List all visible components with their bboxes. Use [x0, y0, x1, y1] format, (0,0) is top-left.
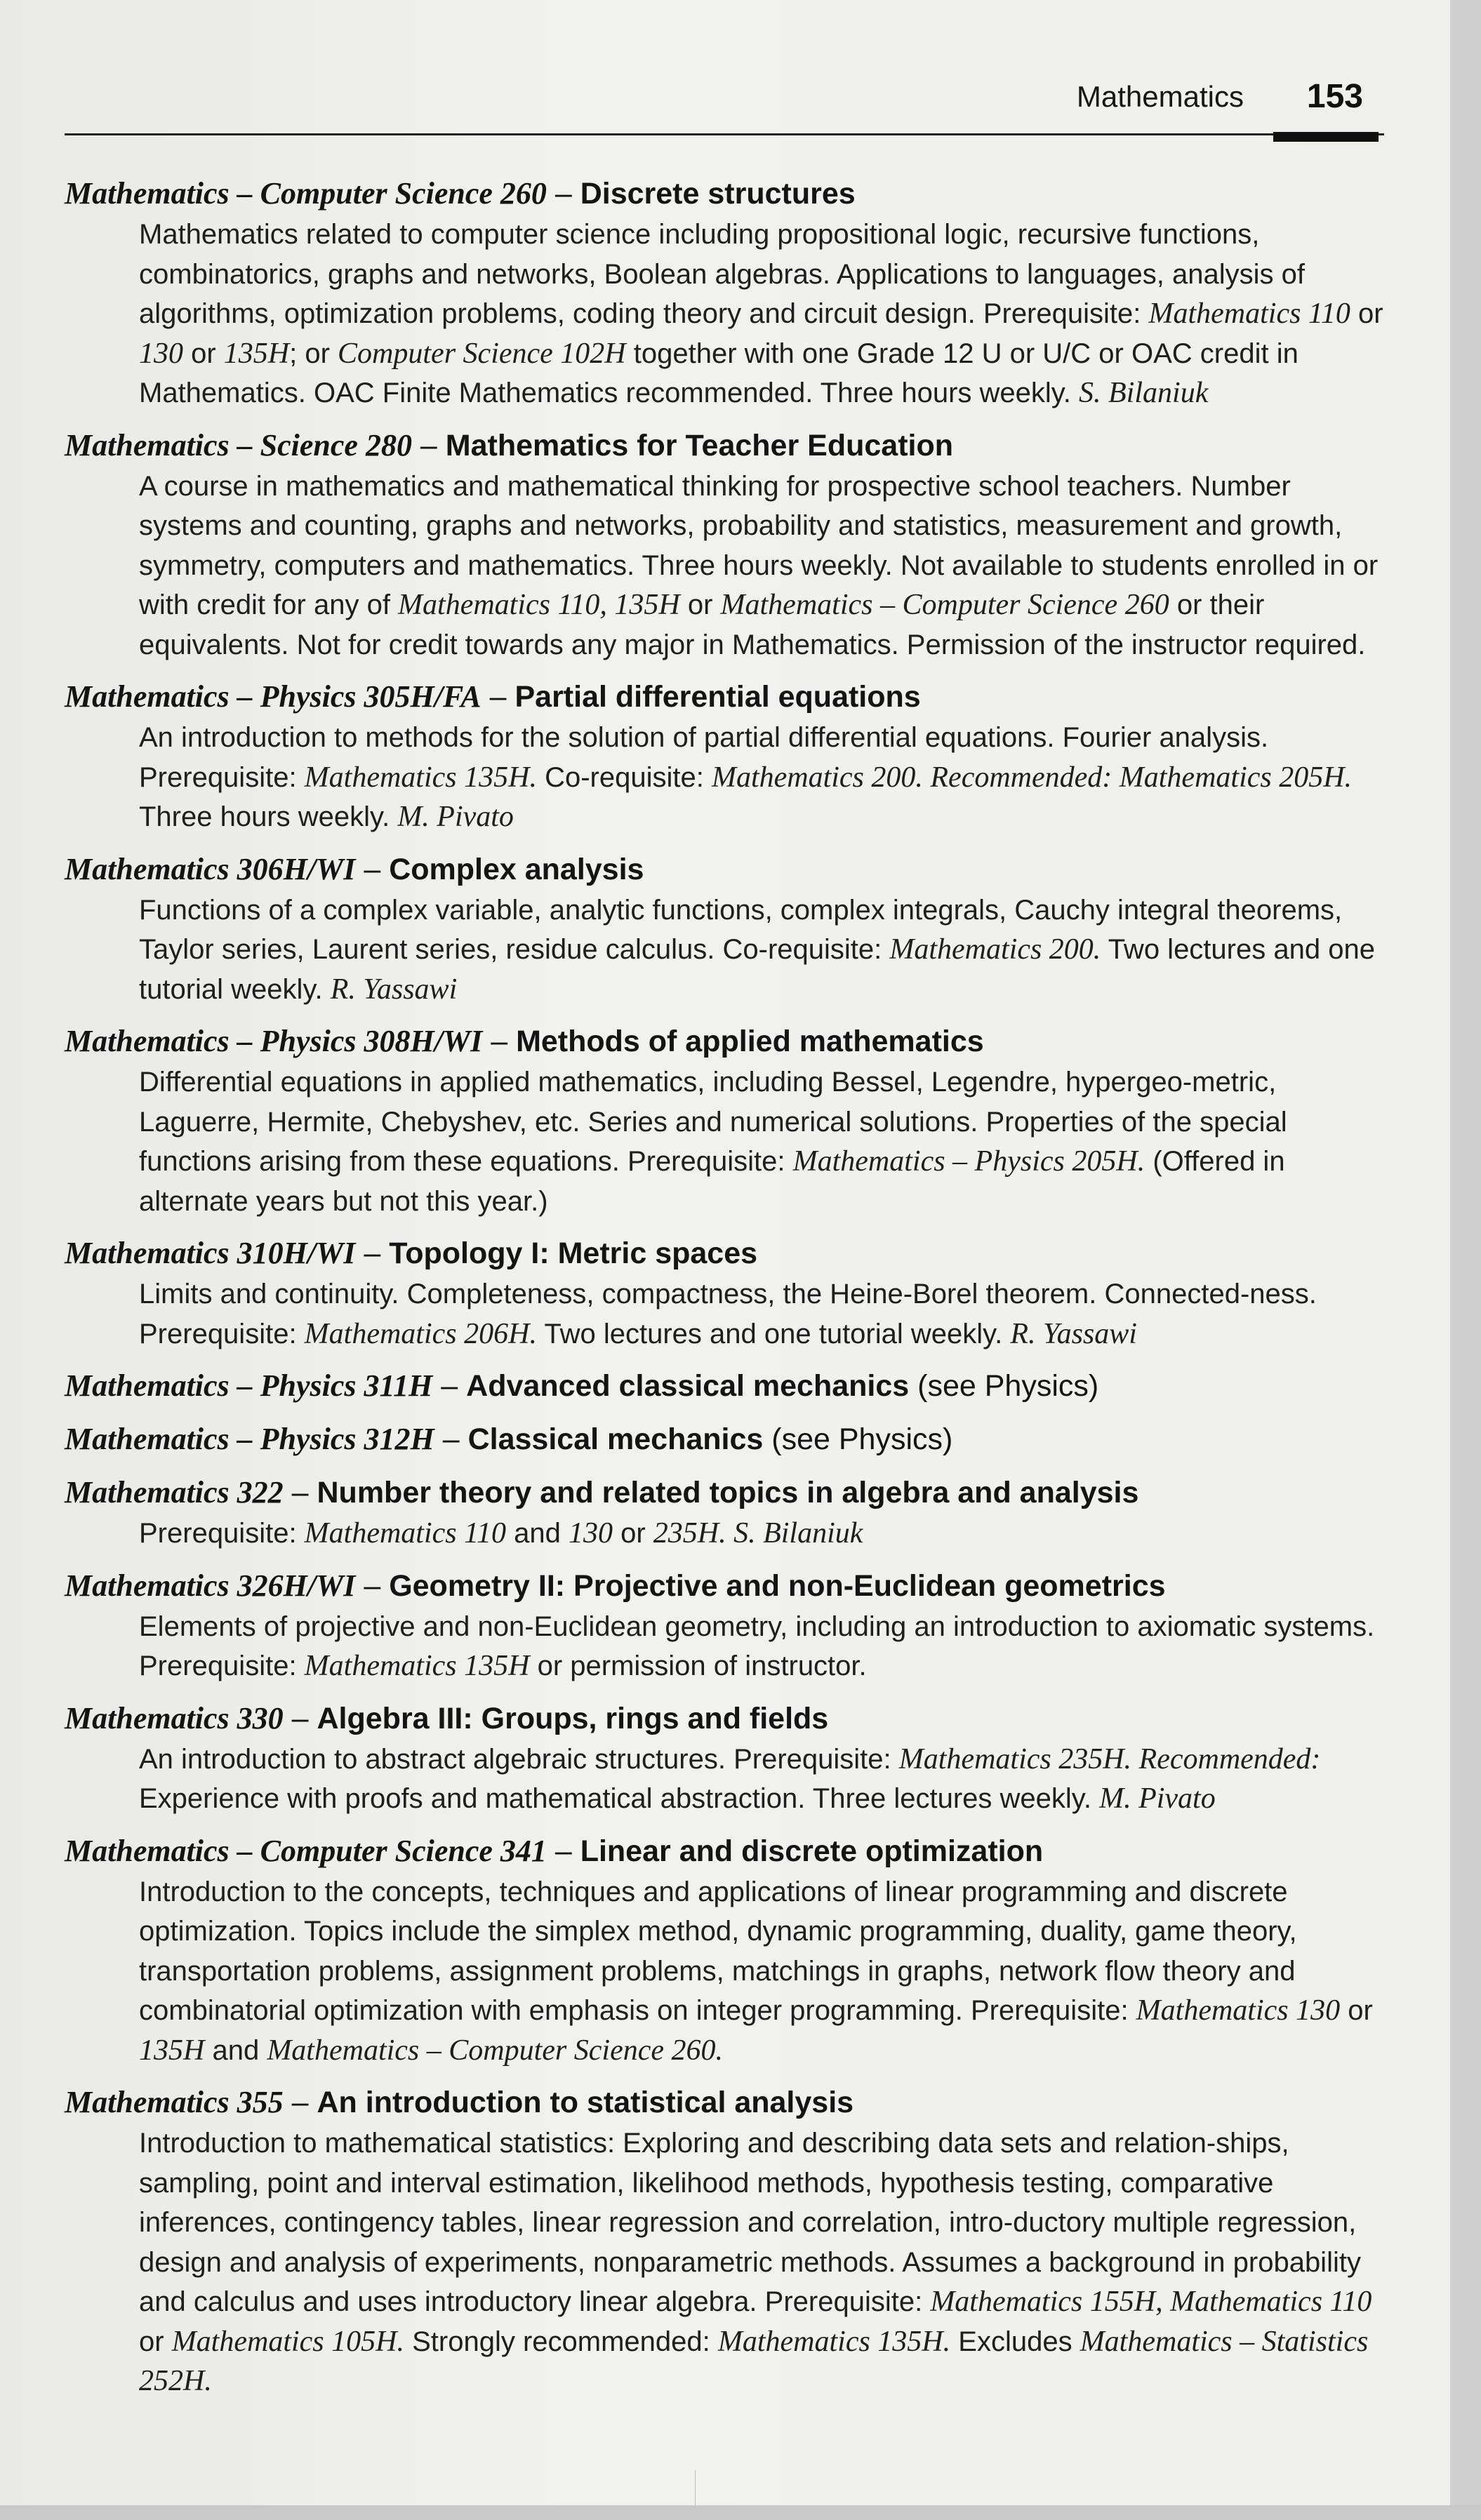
course-code: Mathematics 355: [65, 2085, 284, 2119]
description-segment: Mathematics 155H, Mathematics 110: [930, 2286, 1372, 2318]
course-name: Methods of applied mathematics: [516, 1025, 984, 1058]
title-separator: –: [546, 1834, 580, 1868]
description-segment: 235H. S. Bilaniuk: [653, 1517, 863, 1549]
course-title-line: [65, 2081, 1384, 2124]
course-description: [139, 1872, 1384, 2071]
course-entry: [65, 1830, 1384, 2071]
course-code: Mathematics 326H/WI: [65, 1568, 356, 1603]
description-segment: Mathematics 130: [1136, 1994, 1341, 2027]
description-segment: An introduction to methods for the solution of partial differential equations. Fourier analysis. Prerequisite:: [139, 722, 1269, 793]
course-title-line: [65, 425, 1384, 467]
description-segment: 135H: [223, 337, 290, 370]
description-segment: Two lectures and one tutorial weekly.: [139, 934, 1375, 1005]
course-code: Mathematics 310H/WI: [65, 1236, 356, 1270]
course-entry: [65, 1698, 1384, 1819]
description-segment: Introduction to the concepts, techniques and applications of linear programming and discrete optimization. Topics include the simplex method, dynamic programming, duality, game theory, transportation problems, assignment problems, matchings in graphs, network flow theory and combinatorial optimization with emphasis on integer programming. Prerequisite:: [139, 1876, 1297, 2026]
description-segment: or: [612, 1518, 653, 1549]
description-segment: Mathematics – Computer Science 260.: [267, 2034, 723, 2067]
description-segment: Functions of a complex variable, analytic functions, complex integrals, Cauchy integral theorems, Taylor series, Laurent series, residue calculus. Co-requisite:: [139, 894, 1343, 965]
description-segment: Mathematics 110, 135H: [398, 589, 680, 621]
page-number: 153: [1306, 78, 1363, 115]
description-segment: Strongly recommended:: [404, 2326, 718, 2357]
description-segment: Two lectures and one tutorial weekly.: [536, 1318, 1011, 1349]
description-segment: or their equivalents. Not for credit towards any major in Mathematics. Permission of the instructor required.: [139, 589, 1366, 660]
description-segment: 130: [139, 337, 183, 370]
description-segment: Excludes: [950, 2326, 1080, 2357]
description-segment: An introduction to abstract algebraic structures. Prerequisite:: [139, 1743, 899, 1775]
course-entry: [65, 2081, 1384, 2401]
course-title-line: [65, 1830, 1384, 1872]
description-segment: Prerequisite:: [139, 1518, 305, 1549]
course-code: Mathematics 306H/WI: [65, 851, 356, 886]
course-name: Geometry II: Projective and non-Euclidean geometrics: [389, 1568, 1166, 1603]
course-title-line: [65, 1418, 1384, 1460]
description-segment: Mathematics – Computer Science 260: [720, 589, 1169, 621]
course-description: [139, 2124, 1384, 2401]
description-segment: together with one Grade 12 U or U/C or OAC credit in Mathematics. OAC Finite Mathematics recommended. Three hours weekly.: [139, 338, 1299, 408]
title-separator: –: [355, 852, 390, 886]
course-entry: [65, 1232, 1384, 1354]
description-segment: Mathematics 206H.: [304, 1317, 537, 1350]
course-entry: [65, 173, 1384, 413]
description-segment: A course in mathematics and mathematical thinking for prospective school teachers. Number systems and counting, graphs and networks, probability and statistics, measurement and growth, symmetry, computers and mathematics. Three hours weekly. Not available to students enrolled in or with credit for any of: [139, 470, 1379, 620]
description-segment: Mathematics 200. Recommended: Mathematics 205H.: [711, 761, 1353, 794]
title-separator: –: [411, 428, 446, 462]
course-entry: [65, 425, 1384, 665]
description-segment: Limits and continuity. Completeness, compactness, the Heine-Borel theorem. Connected-ness. Prerequisite:: [139, 1279, 1317, 1349]
description-segment: Mathematics 135H: [304, 1650, 530, 1682]
course-description: [139, 718, 1384, 837]
description-segment: or: [183, 338, 224, 369]
course-code: Mathematics – Physics 311H: [65, 1368, 433, 1403]
description-segment: and: [204, 2034, 267, 2066]
description-segment: Differential equations in applied mathematics, including Bessel, Legendre, hypergeo-metric, Laguerre, Hermite, Chebyshev, etc. Series and numerical solutions. Properties of the special functions arising from these equations. Prerequisite:: [139, 1067, 1287, 1177]
description-segment: or: [1340, 1995, 1373, 2026]
course-title-line: [65, 1565, 1384, 1607]
description-segment: Mathematics – Statistics 252H.: [139, 2325, 1369, 2397]
course-entry: [65, 1020, 1384, 1221]
description-segment: (Offered in alternate years but not this year.): [139, 1146, 1285, 1217]
course-code: Mathematics 330: [65, 1700, 284, 1735]
course-list: [65, 173, 1384, 2413]
course-name: Mathematics for Teacher Education: [445, 428, 953, 462]
description-segment: and: [506, 1518, 569, 1549]
course-entry: [65, 1565, 1384, 1686]
course-name: Topology I: Metric spaces: [389, 1236, 758, 1270]
course-name: Complex analysis: [389, 852, 644, 886]
course-title-line: [65, 1365, 1384, 1407]
course-description: [139, 215, 1384, 413]
description-segment: or: [1350, 298, 1383, 329]
course-name: An introduction to statistical analysis: [317, 2086, 854, 2119]
course-name: Advanced classical mechanics: [466, 1369, 910, 1403]
course-description: [139, 1740, 1384, 1819]
course-title-line: [65, 173, 1384, 215]
course-entry: [65, 1472, 1384, 1554]
description-segment: R. Yassawi: [1010, 1317, 1137, 1350]
title-separator: –: [434, 1422, 468, 1456]
description-segment: Elements of projective and non-Euclidean geometry, including an introduction to axiomatic systems. Prerequisite:: [139, 1611, 1375, 1681]
description-segment: Three hours weekly.: [139, 801, 398, 832]
page-header: [65, 77, 1384, 135]
description-segment: Mathematics 135H.: [304, 761, 537, 794]
course-description: [139, 891, 1384, 1010]
course-cross-reference: (see Physics): [917, 1369, 1099, 1403]
course-entry: [65, 848, 1384, 1010]
course-code: Mathematics – Computer Science 341: [65, 1833, 547, 1868]
title-separator: –: [283, 2086, 317, 2119]
course-cross-reference: (see Physics): [771, 1422, 953, 1456]
description-segment: Co-requisite:: [536, 761, 712, 793]
course-description: [139, 1607, 1384, 1686]
description-segment: or: [679, 589, 721, 620]
course-title-line: [65, 1698, 1384, 1740]
course-title-line: [65, 1232, 1384, 1274]
title-separator: –: [283, 1701, 317, 1735]
course-code: Mathematics – Physics 308H/WI: [65, 1024, 483, 1058]
course-entry: [65, 1365, 1384, 1407]
section-title: Mathematics: [1076, 80, 1244, 113]
description-segment: 130: [568, 1517, 613, 1549]
course-title-line: [65, 1472, 1384, 1514]
course-entry: [65, 676, 1384, 837]
course-code: Mathematics – Science 280: [65, 427, 412, 462]
description-segment: Experience with proofs and mathematical abstraction. Three lectures weekly.: [139, 1783, 1100, 1814]
title-separator: –: [355, 1568, 390, 1603]
course-name: Number theory and related topics in algebra and analysis: [317, 1476, 1139, 1509]
description-segment: Mathematics 110: [1148, 298, 1350, 330]
description-segment: ; or: [289, 338, 338, 369]
course-name: Discrete structures: [580, 177, 856, 211]
description-segment: R. Yassawi: [330, 973, 458, 1006]
title-separator: –: [355, 1236, 390, 1270]
course-name: Algebra III: Groups, rings and fields: [317, 1701, 829, 1735]
description-segment: Mathematics 105H.: [171, 2325, 404, 2358]
description-segment: M. Pivato: [397, 801, 514, 833]
title-separator: –: [482, 1025, 517, 1058]
description-segment: Mathematics 200.: [889, 933, 1101, 966]
course-code: Mathematics – Physics 312H: [65, 1422, 434, 1456]
description-segment: Mathematics 235H. Recommended:: [898, 1742, 1321, 1775]
description-segment: Mathematics 110: [304, 1517, 507, 1549]
course-description: [139, 1062, 1384, 1221]
description-segment: Mathematics 135H.: [717, 2325, 951, 2358]
description-segment: Mathematics – Physics 205H.: [792, 1145, 1145, 1178]
title-separator: –: [432, 1369, 467, 1403]
description-segment: S. Bilaniuk: [1079, 377, 1209, 409]
title-separator: –: [481, 680, 515, 714]
course-description: [139, 1274, 1384, 1354]
scanner-margin: [1450, 0, 1481, 2520]
scanner-margin-bottom: [0, 2505, 1481, 2520]
course-title-line: [65, 848, 1384, 891]
course-title-line: [65, 1020, 1384, 1062]
thumb-tab-marker: [1273, 132, 1379, 142]
title-separator: –: [283, 1476, 317, 1509]
course-code: Mathematics – Physics 305H/FA: [65, 679, 482, 714]
course-description: [139, 1514, 1384, 1554]
course-code: Mathematics 322: [65, 1475, 284, 1509]
description-segment: 135H: [139, 2034, 205, 2067]
course-name: Partial differential equations: [514, 680, 921, 714]
course-description: [139, 467, 1384, 665]
course-code: Mathematics – Computer Science 260: [65, 176, 547, 211]
course-name: Linear and discrete optimization: [580, 1834, 1044, 1868]
description-segment: M. Pivato: [1099, 1782, 1216, 1815]
course-entry: [65, 1418, 1384, 1460]
scan-artifact: [695, 2470, 696, 2505]
course-name: Classical mechanics: [467, 1422, 764, 1456]
course-title-line: [65, 676, 1384, 718]
description-segment: Introduction to mathematical statistics: Exploring and describing data sets and relation-ships, sampling, point and interval estimation, likelihood methods, hypothesis testing, comparative inferences, contingency tables, linear regression and correlation, intro-ductory multiple regression, design and analysis of experiments, nonparametric methods. Assumes a background in probability and calculus and uses introductory linear algebra. Prerequisite:: [139, 2128, 1361, 2317]
description-segment: or permission of instructor.: [529, 1651, 867, 1681]
description-segment: or: [139, 2326, 172, 2357]
title-separator: –: [546, 177, 580, 211]
description-segment: Mathematics related to computer science including propositional logic, recursive functions, combinatorics, graphs and networks, Boolean algebras. Applications to languages, analysis of algorithms, optimization problems, coding theory and circuit design. Prerequisite:: [139, 219, 1305, 329]
description-segment: Computer Science 102H: [338, 337, 626, 370]
